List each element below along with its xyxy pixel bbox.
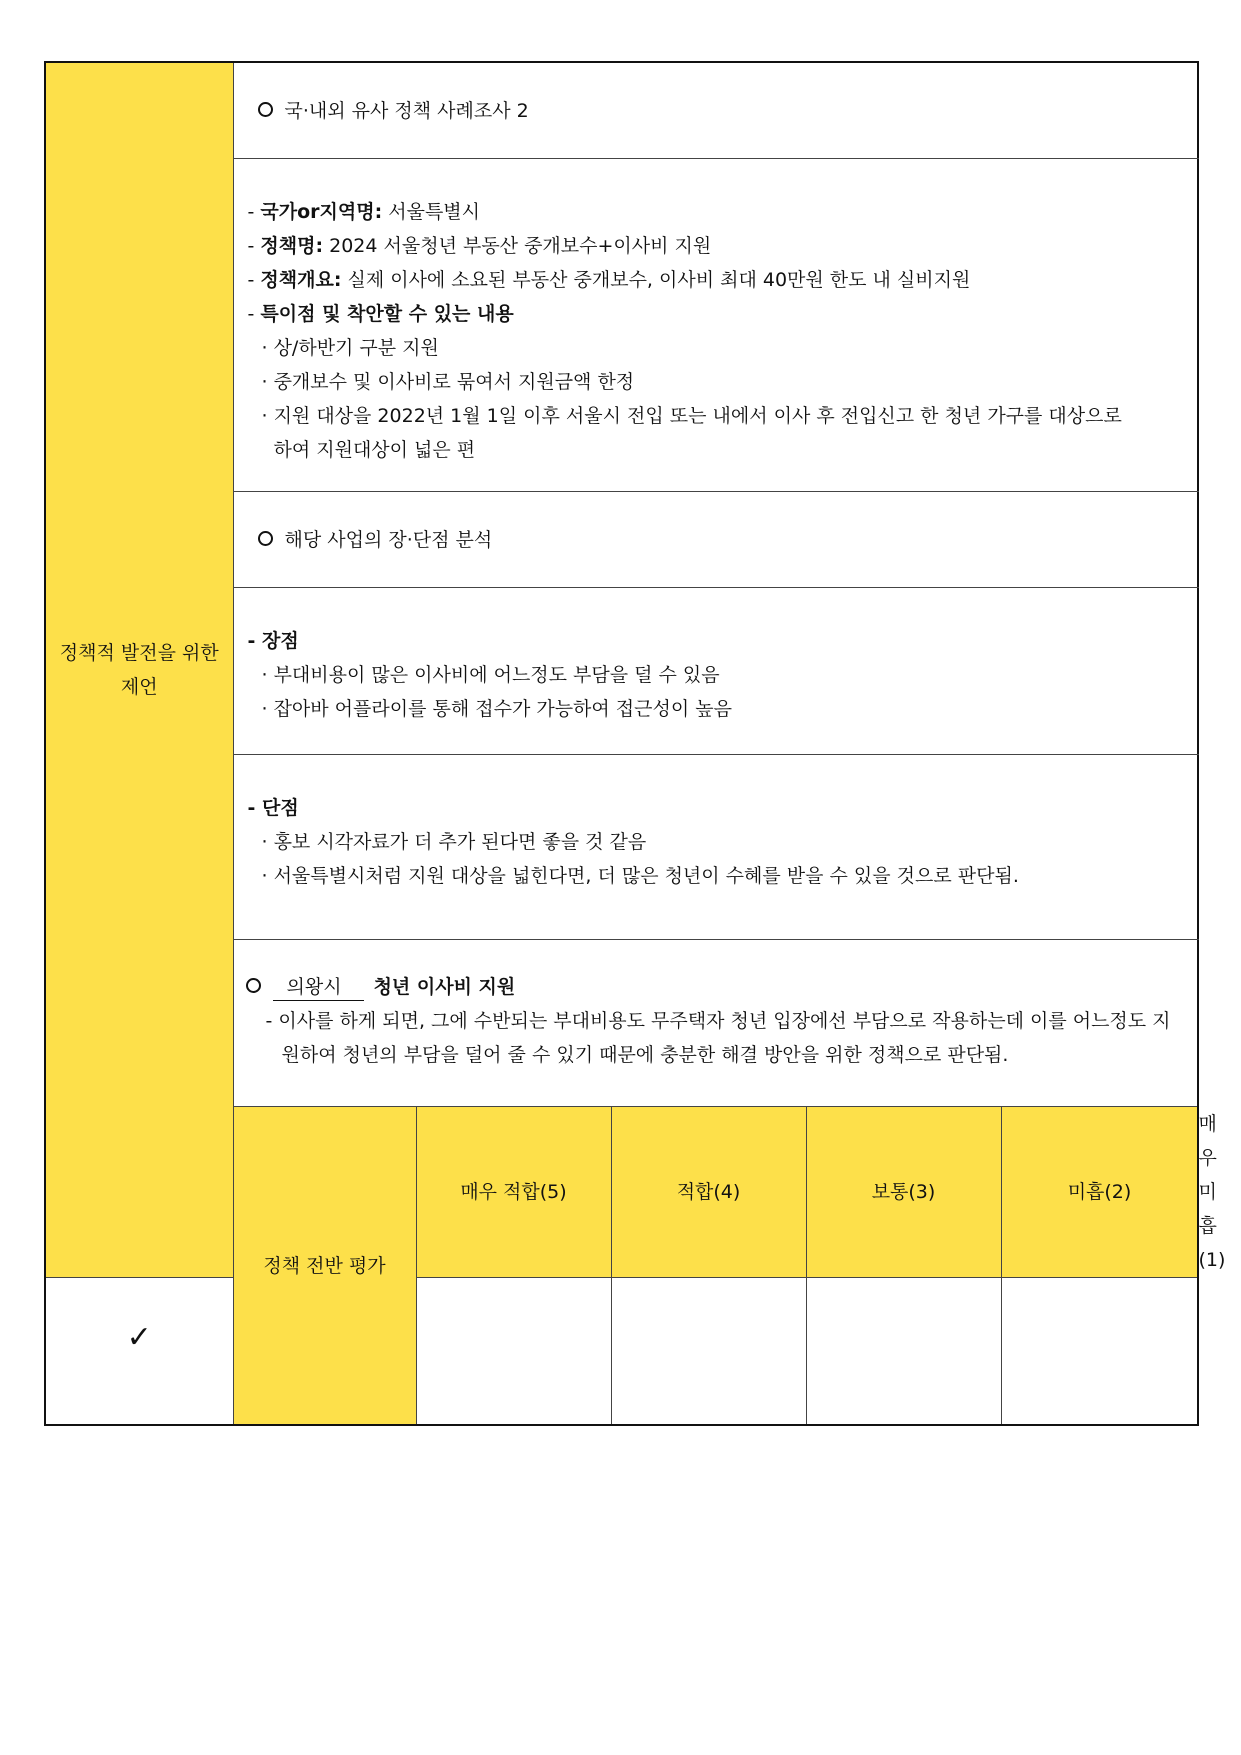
policy-summary-label: 정책개요:: [260, 269, 342, 291]
circle-bullet-icon: [246, 978, 261, 993]
case-study-header: [233, 62, 1198, 159]
rating-header-average: 보통(3): [806, 1107, 1001, 1278]
notable-item: · 상/하반기 구분 지원: [261, 337, 439, 359]
policy-evaluation-table: 정책적 발전을 위한 제언 국·내외 유사 정책 사례조사 2 - 국가or지역명: 서울특별시 - 정책명: 2024 서울청년 부동산 중개보수+이사비 지원 - 정책개요: 실제 이사에 소요된 부동산 중개보수, 이사비 최대 40만원 한도 내 실비지원 - 특이점 및 착안할 수 있는 내용 · 상/하반기 구분 지원 · 중개보수 및 이사비로 묶여서 지원금액 한정 · 지원 대상을 2022년 1월 1일 이후 서울시 전입 또는 내에서 이사 후 전입신고 한 청년 가구를 대상으로 하여 지원대상이 넓은 편 해당 사업의 장·단점 분석 - 장점 · 부대비용이 많은 이사비에 어느정도 부담을 덜 수 있음 · 잡아바 어플라이를 통해 접수가 가능하여 접근성이 높음 - 단점 · 홍보 시각자료가 더 추가 된다면 좋을 것 같음 · 서울특별시처럼 지원 대상을 넓힌다면, 더 많은 청년이 수혜를 받을 수 있을 것으로 판단됨. 의왕시 청년 이사비 지원 - 이사를 하게 되면, 그에 수반되는 부대비용도 무주택자 청년 입장에선 부담으로 작용하는데 이를 어느정도 지원하여 청년의 부담을 덜어 줄 수 있기 때문에 충분한 해결 방안을 위한 정책으로 판단됨. 정책 전반 평가 매우 적합(5) 적합(4) 보통(3) 미흡(2) 매우미흡(1) ✓: [44, 61, 1199, 1426]
evaluation-side-label: 정책 전반 평가: [233, 1107, 416, 1426]
policy-name-line: - 정책명: 2024 서울청년 부동산 중개보수+이사비 지원: [247, 235, 712, 257]
circle-bullet-icon: [258, 531, 273, 546]
region-value: 서울특별시: [382, 201, 481, 223]
city-name-field: 의왕시: [273, 974, 364, 1001]
rating-cell-poor[interactable]: [806, 1278, 1001, 1426]
opinion-section: [233, 940, 1198, 1107]
pros-label-line: - 장점: [247, 630, 299, 652]
pros-section: [233, 588, 1198, 755]
notable-points-label: 특이점 및 착안할 수 있는 내용: [260, 303, 514, 325]
opinion-title: 청년 이사비 지원: [373, 976, 516, 998]
rating-header-good: 적합(4): [611, 1107, 806, 1278]
analysis-header: [233, 492, 1198, 588]
rating-cell-very-good[interactable]: [45, 1278, 233, 1426]
policy-summary-value: 실제 이사에 소요된 부동산 중개보수, 이사비 최대 40만원 한도 내 실비지원: [341, 269, 971, 291]
cons-label-line: - 단점: [247, 797, 299, 819]
pros-label: 장점: [262, 630, 299, 652]
policy-summary-line: - 정책개요: 실제 이사에 소요된 부동산 중개보수, 이사비 최대 40만원 한도 내 실비지원: [247, 269, 971, 291]
region-line: - 국가or지역명: 서울특별시: [247, 201, 481, 223]
notable-item-continuation: 하여 지원대상이 넓은 편: [273, 439, 476, 461]
notable-item: · 중개보수 및 이사비로 묶여서 지원금액 한정: [261, 371, 635, 393]
rating-header-very-good: 매우 적합(5): [416, 1107, 611, 1278]
cons-item: · 서울특별시처럼 지원 대상을 넓힌다면, 더 많은 청년이 수혜를 받을 수 있을 것으로 판단됨.: [261, 865, 1019, 887]
cons-item: · 홍보 시각자료가 더 추가 된다면 좋을 것 같음: [261, 831, 647, 853]
opinion-text: - 이사를 하게 되면, 그에 수반되는 부대비용도 무주택자 청년 입장에선 부담으로 작용하는데 이를 어느정도 지원하여 청년의 부담을 덜어 줄 수 있기 때문에 충분한 해결 방안을 위한 정책으로 판단됨.: [265, 1010, 1171, 1066]
rating-header-poor: 미흡(2): [1001, 1107, 1198, 1278]
cons-section: [233, 755, 1198, 940]
pros-item: · 부대비용이 많은 이사비에 어느정도 부담을 덜 수 있음: [261, 664, 720, 686]
rating-cell-good[interactable]: [416, 1278, 611, 1426]
circle-bullet-icon: [258, 102, 273, 117]
notable-points-line: - 특이점 및 착안할 수 있는 내용: [247, 303, 514, 325]
check-mark-icon: ✓: [126, 1319, 152, 1355]
proposal-side-label-line1: 정책적 발전을 위한: [59, 642, 219, 664]
policy-name-label: 정책명:: [260, 235, 324, 257]
proposal-side-label-line2: 제언: [120, 676, 158, 698]
opinion-title-line: [246, 970, 1184, 1004]
proposal-side-label: [45, 62, 233, 1278]
case-study-body: [233, 159, 1198, 492]
rating-cell-average[interactable]: [611, 1278, 806, 1426]
policy-name-value: 2024 서울청년 부동산 중개보수+이사비 지원: [323, 235, 712, 257]
pros-item: · 잡아바 어플라이를 통해 접수가 가능하여 접근성이 높음: [261, 698, 732, 720]
region-label: 국가or지역명:: [260, 201, 383, 223]
rating-cell-very-poor[interactable]: [1001, 1278, 1198, 1426]
case-study-title: 국·내외 유사 정책 사례조사 2: [284, 99, 529, 122]
cons-label: 단점: [262, 797, 299, 819]
analysis-title: 해당 사업의 장·단점 분석: [284, 528, 493, 551]
notable-item: · 지원 대상을 2022년 1월 1일 이후 서울시 전입 또는 내에서 이사 후 전입신고 한 청년 가구를 대상으로: [261, 405, 1122, 427]
